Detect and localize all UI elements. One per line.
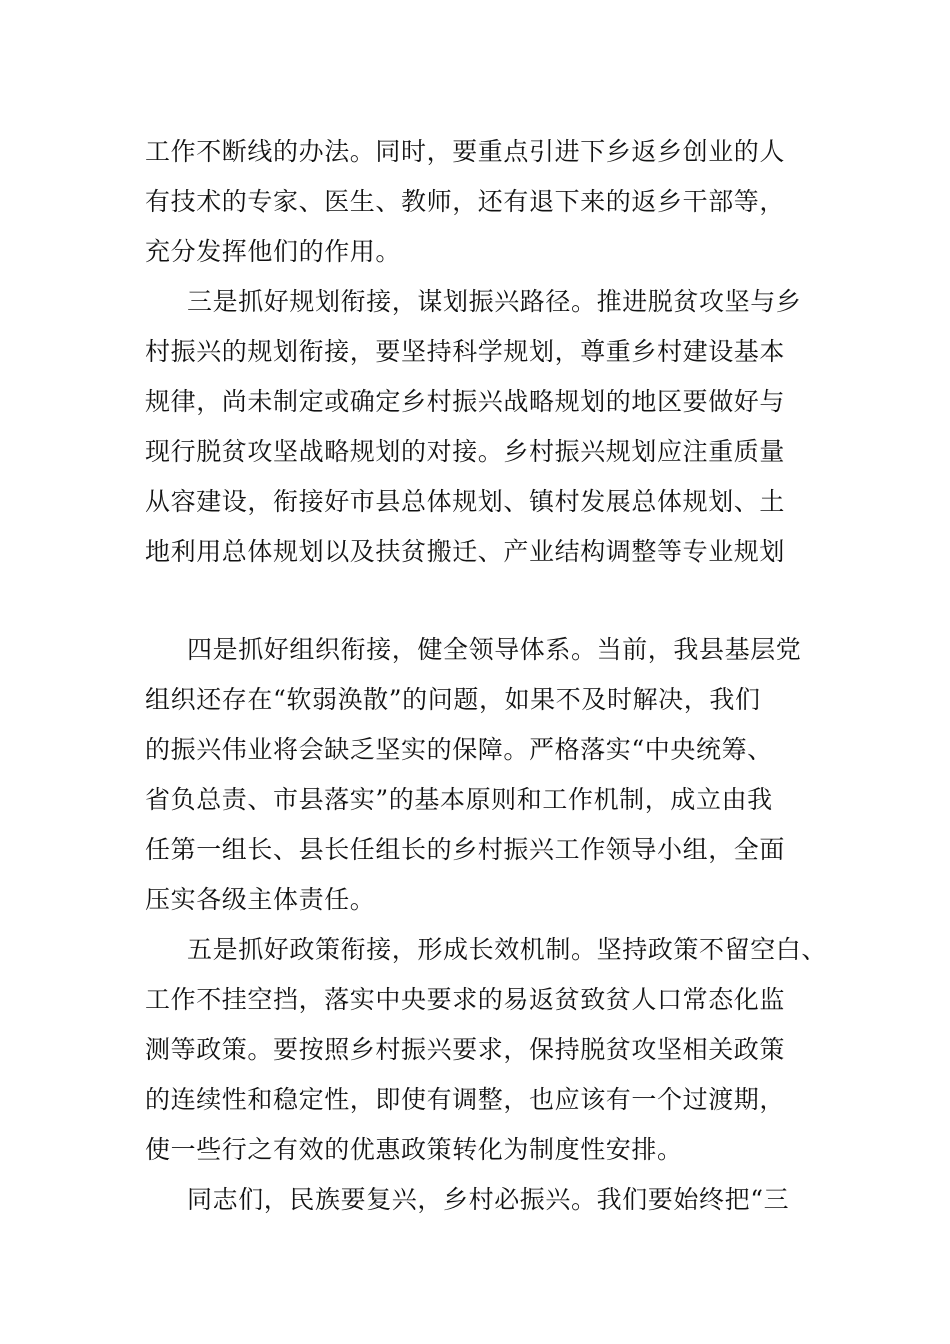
paragraph-heading-line: 五是抓好政策衔接，形成长效机制。坚持政策不留空白、: [187, 935, 828, 964]
text-line: 充分发挥他们的作用。: [145, 237, 402, 266]
text-line: 的连续性和稳定性，即使有调整，也应该有一个过渡期，: [145, 1085, 786, 1114]
text-line: 使一些行之有效的优惠政策转化为制度性安排。: [145, 1135, 683, 1164]
text-line: 任第一组长、县长任组长的乡村振兴工作领导小组，全面: [145, 835, 786, 864]
text-line: 规律，尚未制定或确定乡村振兴战略规划的地区要做好与: [145, 387, 786, 416]
paragraph-first-line: 同志们，民族要复兴，乡村必振兴。我们要始终把“三: [187, 1185, 790, 1214]
text-line: 现行脱贫攻坚战略规划的对接。乡村振兴规划应注重质量: [145, 437, 786, 466]
text-line: 有技术的专家、医生、教师，还有退下来的返乡干部等，: [145, 187, 786, 216]
text-line: 从容建设，衔接好市县总体规划、镇村发展总体规划、土: [145, 487, 786, 516]
paragraph-heading-line: 三是抓好规划衔接，谋划振兴路径。推进脱贫攻坚与乡: [187, 287, 802, 316]
text-line: 省负总责、市县落实”的基本原则和工作机制，成立由我: [145, 785, 773, 814]
text-line: 地利用总体规划以及扶贫搬迁、产业结构调整等专业规划: [145, 537, 786, 566]
paragraph-heading-line: 四是抓好组织衔接，健全领导体系。当前，我县基层党: [187, 635, 802, 664]
text-line: 工作不断线的办法。同时，要重点引进下乡返乡创业的人: [145, 137, 786, 166]
text-line: 压实各级主体责任。: [145, 885, 376, 914]
text-line: 测等政策。要按照乡村振兴要求，保持脱贫攻坚相关政策: [145, 1035, 786, 1064]
text-line: 组织还存在“软弱涣散”的问题，如果不及时解决，我们: [145, 685, 761, 714]
text-line: 的振兴伟业将会缺乏坚实的保障。严格落实“中央统筹、: [145, 735, 773, 764]
text-line: 工作不挂空挡，落实中央要求的易返贫致贫人口常态化监: [145, 985, 786, 1014]
text-line: 村振兴的规划衔接，要坚持科学规划，尊重乡村建设基本: [145, 337, 786, 366]
